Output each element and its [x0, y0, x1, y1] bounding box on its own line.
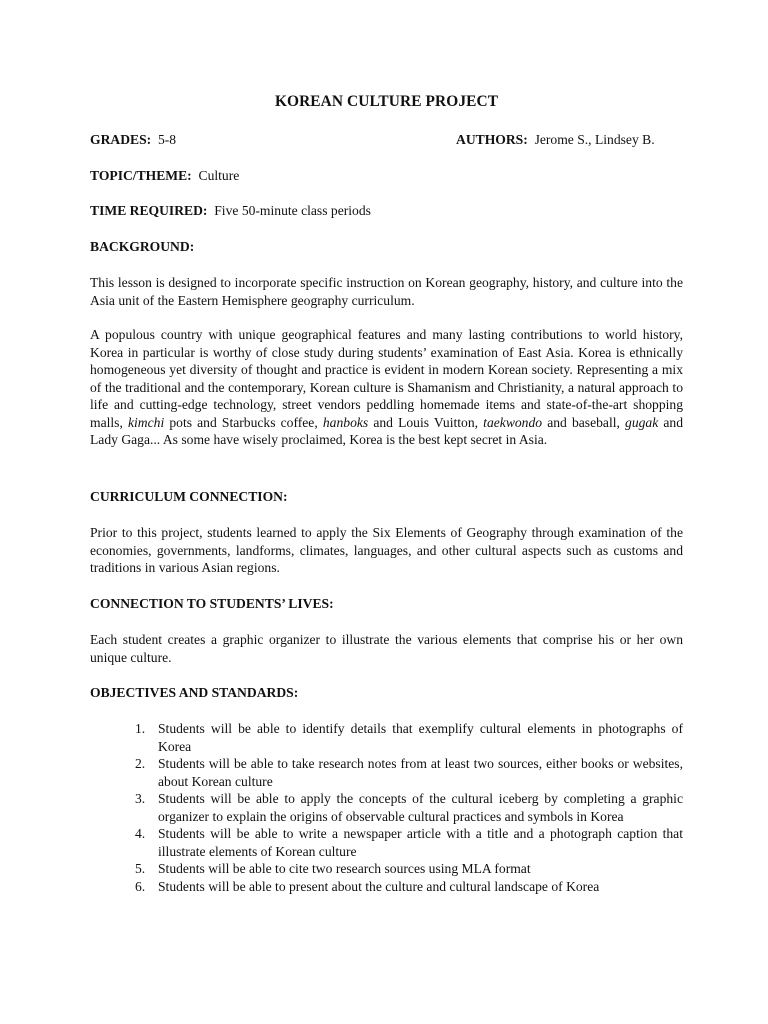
time-value: Five 50-minute class periods	[214, 203, 371, 218]
time-row	[90, 202, 683, 220]
text-run: pots and Starbucks coffee,	[164, 414, 323, 430]
time-label: TIME REQUIRED:	[90, 203, 208, 218]
objective-item	[90, 755, 683, 790]
curriculum-heading: CURRICULUM CONNECTION:	[90, 489, 288, 504]
italic-term-kimchi: kimchi	[127, 414, 165, 430]
italic-term-taekwondo: taekwondo	[483, 414, 543, 430]
authors-value: Jerome S., Lindsey B.	[534, 132, 655, 147]
objective-text: Students will be able to apply the concepts of the cultural iceberg by completing a graphic organizer to explain the origins of observable cultural practices and symbols in Korea	[158, 791, 683, 824]
authors-block	[456, 131, 655, 149]
grades-authors-row	[90, 131, 683, 149]
italic-term-hanboks: hanboks	[322, 414, 369, 430]
topic-label: TOPIC/THEME:	[90, 168, 192, 183]
topic-value: Culture	[198, 168, 240, 183]
text-run: and baseball,	[542, 414, 626, 430]
grades-label: GRADES:	[90, 132, 152, 147]
italic-term-gugak: gugak	[625, 414, 659, 430]
objective-item	[90, 825, 683, 860]
text-run: A populous country with unique geographical features and many lasting contributions to world history, Korea in particular is worthy of close study during students’ examination of East Asia. Korea is ethnically homogeneous yet diversity of thought and practice is evident in modern Korean society. Representing a mix of the traditional and the contemporary, Korean culture is Shamanism and Christianity, a natural approach to life and cutting-edge technology, street vendors peddling homemade items and state-of-the-art shopping malls,	[90, 327, 683, 430]
objective-item	[90, 790, 683, 825]
text-run: and Louis Vuitton,	[368, 414, 484, 430]
objective-text: Students will be able to cite two research sources using MLA format	[158, 861, 531, 876]
topic-row	[90, 167, 683, 185]
background-paragraph-2	[90, 326, 683, 449]
objective-item	[90, 720, 683, 755]
background-heading: BACKGROUND:	[90, 239, 195, 254]
objective-text: Students will be able to write a newspaper article with a title and a photograph caption that illustrate elements of Korean culture	[158, 826, 683, 859]
objective-number: 5.	[135, 861, 146, 876]
objective-item	[90, 860, 683, 878]
grades-value: 5-8	[157, 132, 177, 147]
text-run: and Lady Gaga... As some have wisely proclaimed, Korea is the best kept secret in Asia.	[90, 414, 684, 447]
connection-paragraph: Each student creates a graphic organizer to illustrate the various elements that comprise his or her own unique culture.	[90, 632, 683, 665]
connection-heading: CONNECTION TO STUDENTS’ LIVES:	[90, 596, 334, 611]
document-page	[90, 0, 683, 1024]
objective-text: Students will be able to present about the culture and cultural landscape of Korea	[158, 878, 600, 894]
objective-number: 1.	[135, 721, 146, 736]
objectives-heading: OBJECTIVES AND STANDARDS:	[90, 685, 299, 700]
objective-text: Students will be able to identify details that exemplify cultural elements in photographs of Korea	[158, 721, 683, 754]
authors-label: AUTHORS:	[456, 132, 528, 147]
objective-item	[90, 878, 683, 896]
objective-number: 6.	[135, 878, 146, 894]
objective-number: 4.	[135, 826, 146, 841]
objectives-list	[90, 720, 683, 895]
document-title: KOREAN CULTURE PROJECT	[274, 93, 499, 110]
objective-number: 3.	[135, 791, 146, 806]
background-paragraph-1: This lesson is designed to incorporate specific instruction on Korean geography, history, and culture into the Asia unit of the Eastern Hemisphere geography curriculum.	[90, 275, 683, 308]
curriculum-paragraph: Prior to this project, students learned to apply the Six Elements of Geography through examination of the economies, governments, landforms, climates, languages, and other cultural aspects such as customs and traditions in various Asian regions.	[90, 525, 683, 575]
objective-text: Students will be able to take research notes from at least two sources, either books or websites, about Korean culture	[158, 756, 683, 789]
objective-number: 2.	[135, 756, 146, 771]
